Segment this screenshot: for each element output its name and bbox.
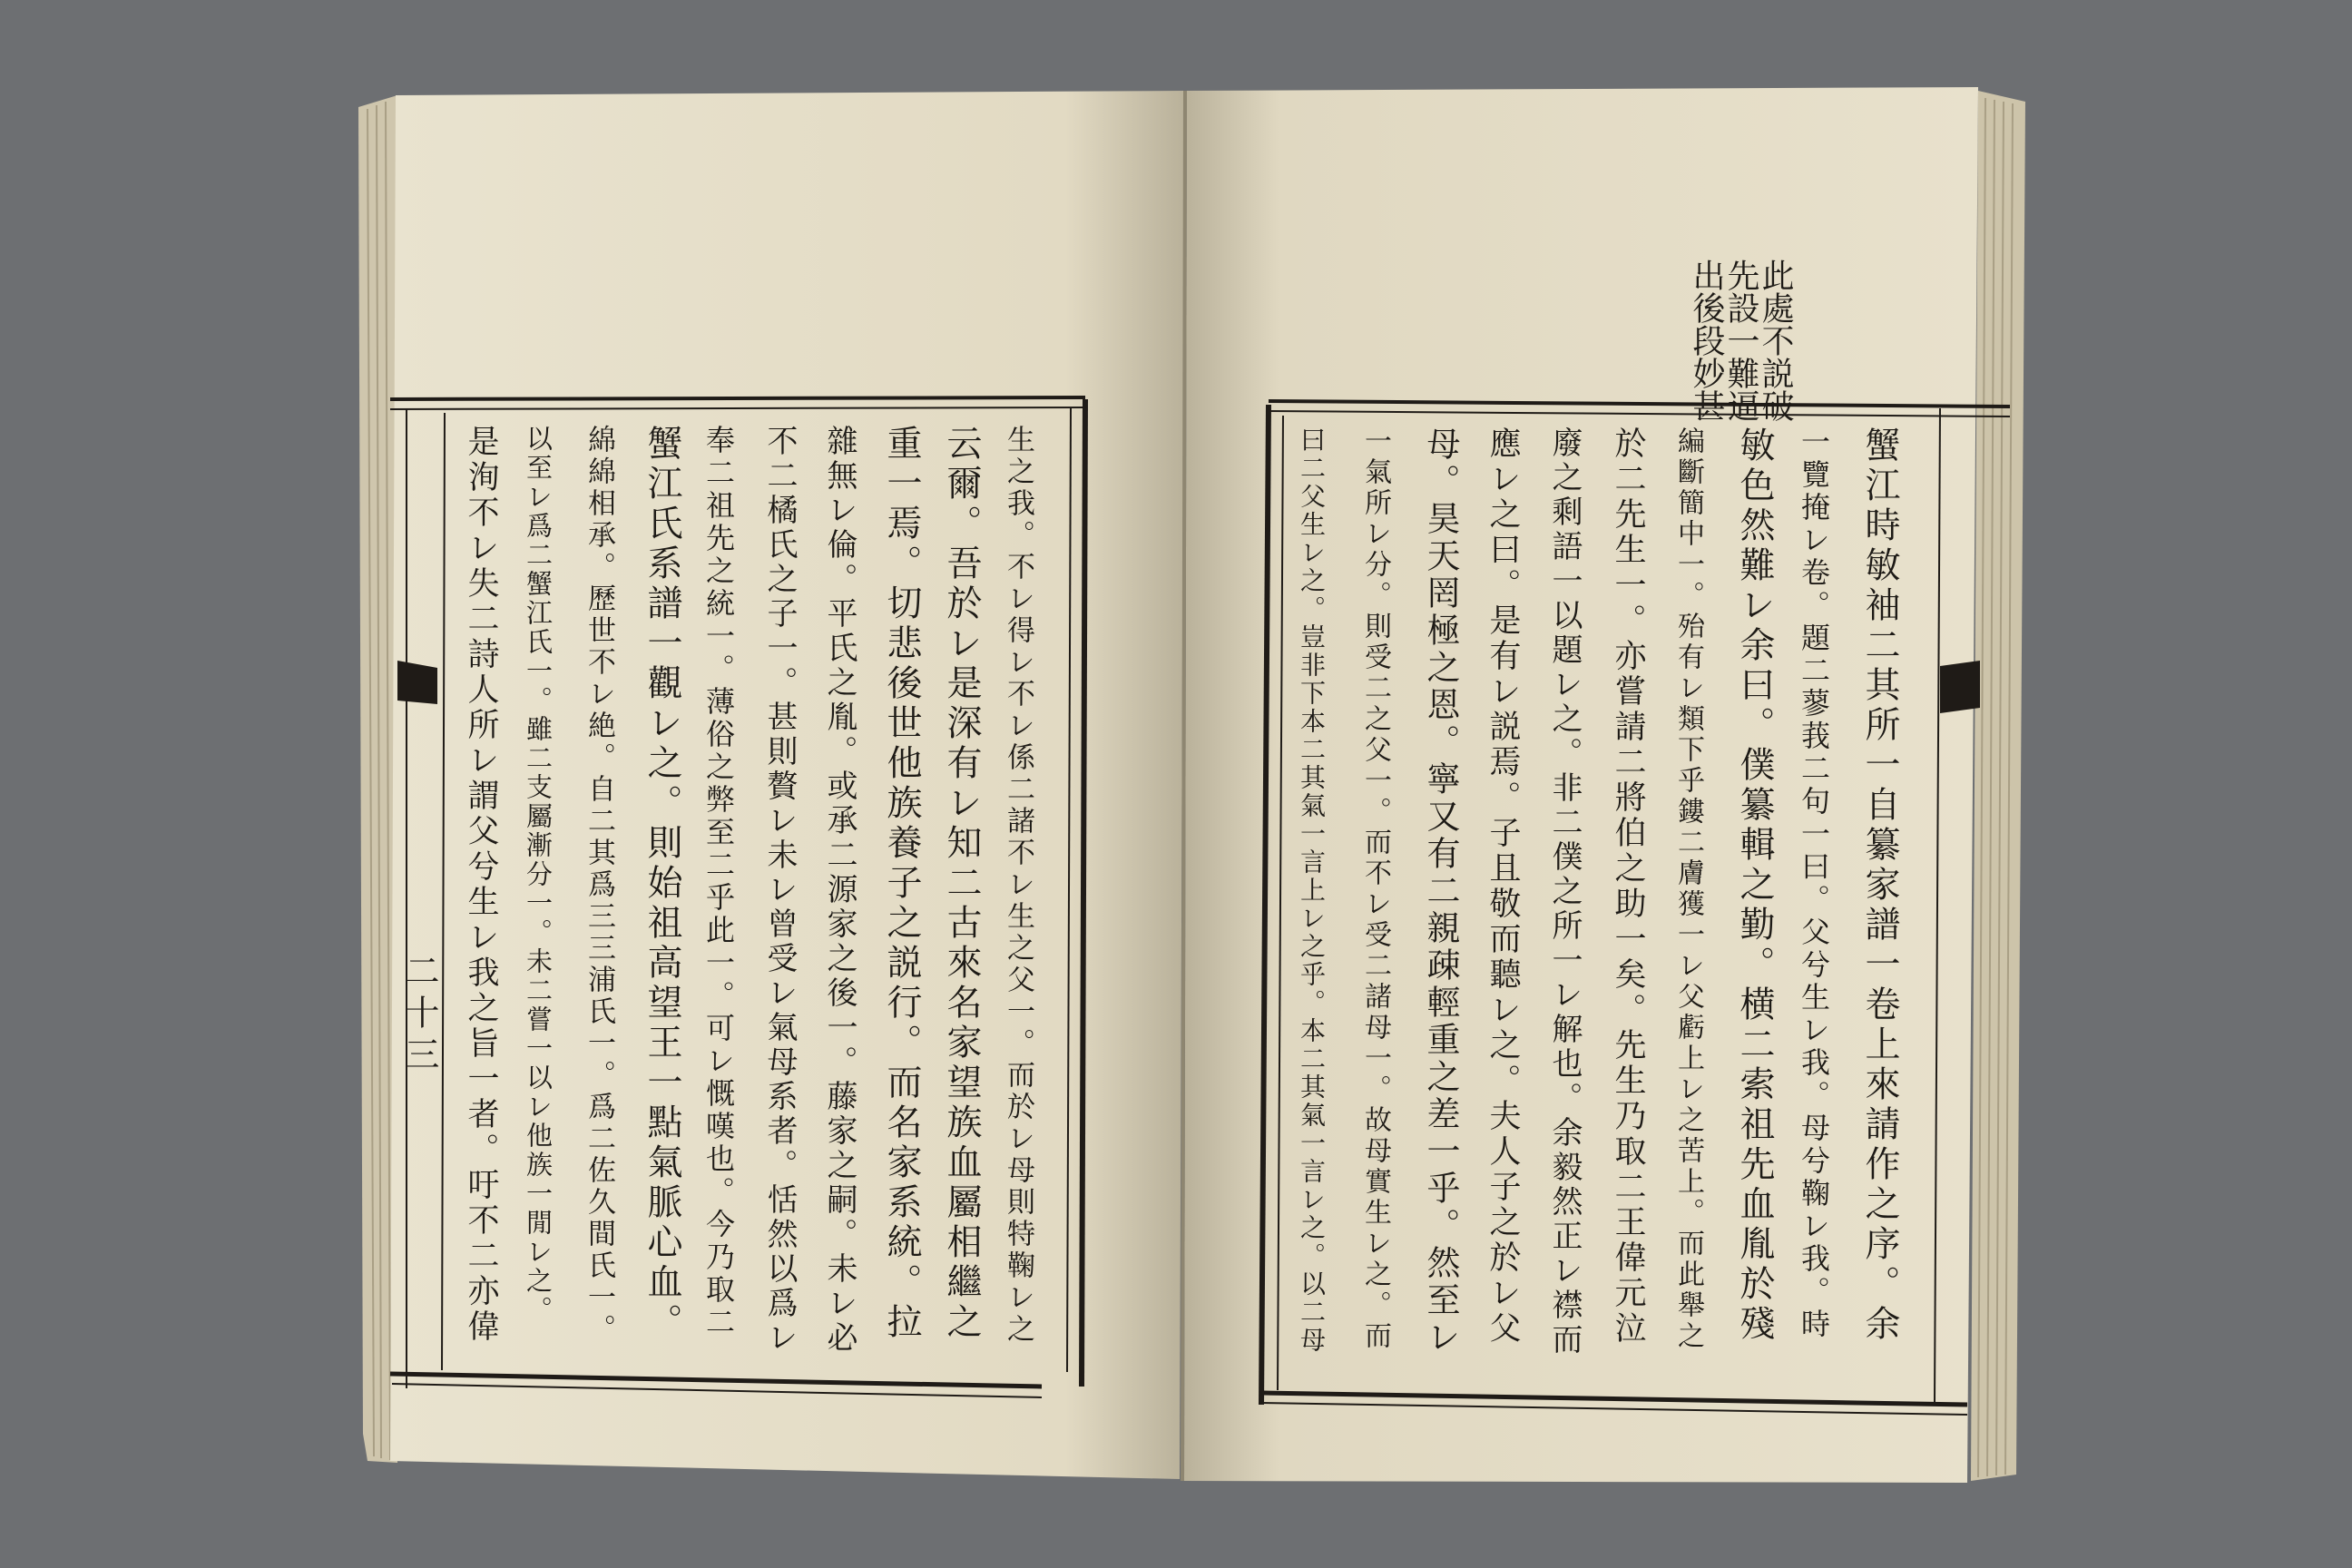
text-column: 生之我。不レ得レ不レ係二諸不レ生之父一。而於レ母則特鞠レ之 [1002,425,1034,1346]
text-column: 應レ之曰。是有レ説焉。子且敬而聽レ之。夫人子之於レ父 [1485,426,1521,1347]
fishtail-mark [1940,661,1980,713]
text-column: 奉二祖先之統一。薄俗之弊至二乎此一。可レ慨嘆也。今乃取二 [701,425,736,1339]
text-column: 敏色然難レ余曰。僕纂輯之勤。横二索祖先血胤於殘 [1734,426,1775,1345]
text-column: 一覽掩レ卷。題二蓼莪二句一曰。父兮生レ我。母兮鞠レ我。時 [1797,426,1831,1341]
fishtail-mark [397,661,437,704]
annotation-column: 此處不説破 [1757,259,1794,422]
text-column: 不二橘氏之子一。甚則贅レ未レ曾受レ氣母系者。恬然以爲レ [761,425,798,1356]
folio-number: 二十三 [399,953,439,1078]
text-column: 廢之剩語一以題レ之。非二僕之所一レ解也。余毅然正レ襟而 [1546,426,1583,1357]
annotation-column: 先設一難逼 [1722,259,1759,422]
text-column: 是洵不レ失二詩人所レ謂父兮生レ我之旨一者。吁不二亦偉 [463,425,499,1345]
text-column: 一氣所レ分。則受二之父一。而不レ受二諸母一。故母實生レ之。而 [1359,426,1391,1352]
text-column: 蟹江氏系譜一觀レ之。則始祖高望王一點氣脈心血。 [642,425,682,1343]
text-column: 曰二父生レ之。豈非下本二其氣一言上レ之乎。本二其氣一言レ之。以二母 [1297,426,1327,1355]
annotation-column: 出後段妙甚 [1688,259,1725,422]
text-column: 綿綿相承。歷世不レ絶。自二其爲三三浦氏一。爲二佐久間氏一。 [583,425,615,1346]
text-column: 母。昊天罔極之恩。寧又有二親疎輕重之差一乎。然至レ [1421,426,1460,1357]
text-column: 蟹江時敏袖二其所一自纂家譜一卷上來請作之序。余 [1859,426,1900,1345]
text-column: 以至レ爲二蟹江氏一。雖二支屬漸分一。未二嘗一以レ他族一閒レ之。 [523,425,554,1325]
text-column: 云爾。吾於レ是深有レ知二古來名家望族血屬相繼之 [941,425,982,1343]
text-column: 編斷簡中一。殆有レ類下乎鏤二膚獲一レ父虧上レ之苦上。而此舉之 [1672,426,1704,1352]
text-column: 於二先生一。亦嘗請二將伯之助一矣。先生乃取二王偉元泣 [1610,426,1646,1347]
text-column: 雜無レ倫。平氏之胤。或承二源家之後一。藤家之嗣。未レ必 [821,425,858,1356]
text-column: 重一焉。切悲後世他族養子之説行。而名家系統。拉 [881,425,922,1343]
